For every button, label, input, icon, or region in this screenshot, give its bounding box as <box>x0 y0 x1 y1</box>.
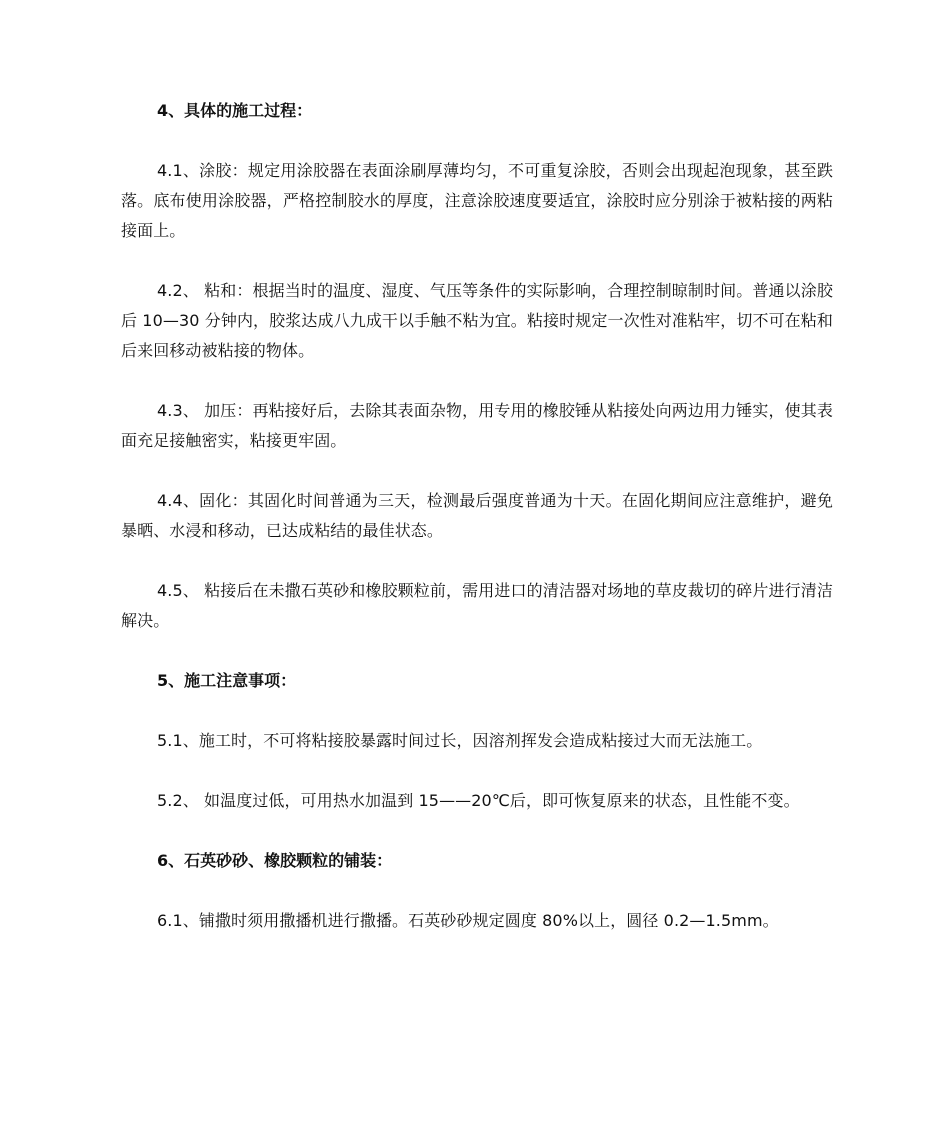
paragraph-4-3: 4.3、 加压：再粘接好后，去除其表面杂物，用专用的橡胶锤从粘接处向两边用力锤实，使其表面充足接触密实，粘接更牢固。 <box>121 401 833 450</box>
paragraph-4-4: 4.4、固化：其固化时间普通为三天，检测最后强度普通为十天。在固化期间应注意维护，避免暴晒、水浸和移动，已达成粘结的最佳状态。 <box>121 491 833 540</box>
paragraph-6-1: 6.1、铺撒时须用撒播机进行撒播。石英砂砂规定圆度 80%以上，圆径 0.2—1.5mm。 <box>157 911 779 930</box>
section-heading-5: 5、施工注意事项： <box>157 671 297 690</box>
paragraph-5-1: 5.1、施工时，不可将粘接胶暴露时间过长，因溶剂挥发会造成粘接过大而无法施工。 <box>157 731 763 750</box>
section-heading-6: 6、石英砂砂、橡胶颗粒的铺装： <box>157 851 393 870</box>
paragraph-4-5: 4.5、 粘接后在未撒石英砂和橡胶颗粒前，需用进口的清洁器对场地的草皮裁切的碎片进行清洁解决。 <box>121 581 833 630</box>
document-body <box>121 96 833 966</box>
paragraph-5-2: 5.2、 如温度过低，可用热水加温到 15——20℃后，即可恢复原来的状态，且性能不变。 <box>157 791 800 810</box>
paragraph-4-2: 4.2、 粘和：根据当时的温度、湿度、气压等条件的实际影响，合理控制晾制时间。普通以涂胶后 10—30 分钟内，胶浆达成八九成干以手触不粘为宜。粘接时规定一次性对准粘牢，切不可在粘和后来回移动被粘接的物体。 <box>121 281 833 360</box>
paragraph-4-1: 4.1、涂胶：规定用涂胶器在表面涂刷厚薄均匀，不可重复涂胶，否则会出现起泡现象，甚至跌落。底布使用涂胶器，严格控制胶水的厚度，注意涂胶速度要适宜，涂胶时应分别涂于被粘接的两粘接面上。 <box>121 161 833 240</box>
section-heading-4: 4、具体的施工过程： <box>157 101 313 120</box>
